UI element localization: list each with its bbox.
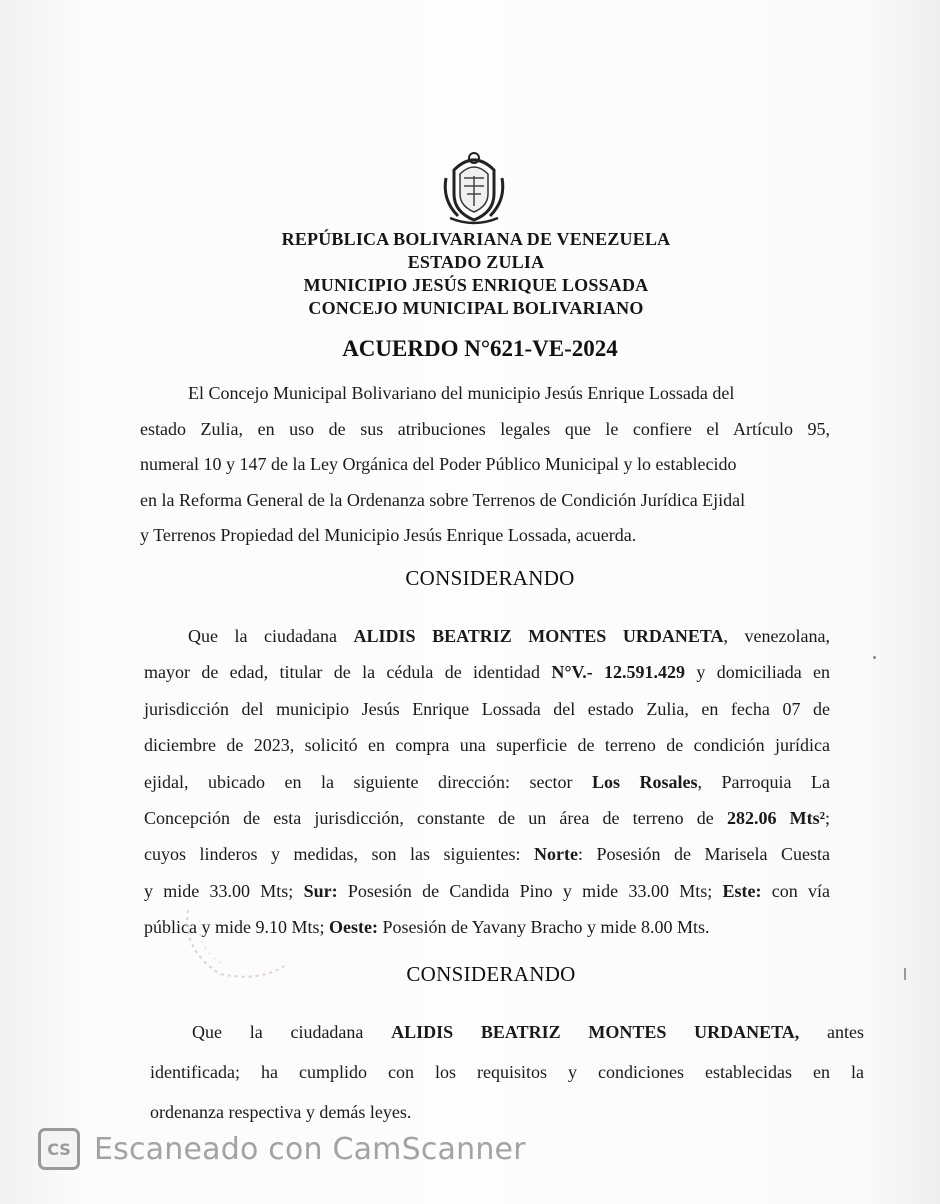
municipal-seal-icon [440,148,508,226]
intro-line: en la Reforma General de la Ordenanza sobre Terrenos de Condición Jurídica Ejidal [140,489,746,510]
considerando-heading: CONSIDERANDO [406,962,576,986]
camscanner-watermark [38,1128,526,1170]
document-header [0,228,940,320]
considerando-heading: CONSIDERANDO [405,566,575,590]
paragraph-line: jurisdicción del municipio Jesús Enrique Lossada del estado Zulia, en fecha 07 de [144,698,830,719]
paragraph-line: Que la ciudadana ALIDIS BEATRIZ MONTES URDANETA, antes [192,1022,865,1042]
considerando-1-paragraph [144,618,830,946]
paragraph-line: mayor de edad, titular de la cédula de identidad N°V.- 12.591.429 y domiciliada en [144,662,831,683]
intro-line: estado Zulia, en uso de sus atribuciones legales que le confiere el Artículo 95, [140,418,830,439]
label-este: Este: [722,880,762,901]
paragraph-line: Concepción de esta jurisdicción, constante de un área de terreno de 282.06 Mts²; [144,808,830,829]
paragraph-line: Que la ciudadana ALIDIS BEATRIZ MONTES URDANETA, venezolana, [188,626,830,646]
citizen-name: ALIDIS BEATRIZ MONTES URDANETA [353,626,724,646]
header-municipality: MUNICIPIO JESÚS ENRIQUE LOSSADA [303,275,649,295]
header-council: CONCEJO MUNICIPAL BOLIVARIANO [308,298,644,318]
label-oeste: Oeste: [328,917,378,938]
agreement-title: ACUERDO N°621-VE-2024 [342,336,618,361]
intro-line: numeral 10 y 147 de la Ley Orgánica del Poder Público Municipal y lo establecido [140,454,737,474]
intro-paragraph [140,376,830,554]
citizen-name: ALIDIS BEATRIZ MONTES URDANETA, [391,1022,800,1042]
paragraph-line: y mide 33.00 Mts; Sur: Posesión de Candida Pino y mide 33.00 Mts; Este: con vía [144,880,830,901]
paragraph-line: cuyos linderos y medidas, son las siguientes: Norte: Posesión de Marisela Cuesta [144,844,830,865]
intro-line: y Terrenos Propiedad del Municipio Jesús Enrique Lossada, acuerda. [140,525,637,545]
header-state: ESTADO ZULIA [407,252,545,272]
sector-name: Los Rosales [591,771,698,792]
label-norte: Norte [534,844,578,865]
paragraph-line: ejidal, ubicado en la siguiente dirección: sector Los Rosales, Parroquia La [144,771,830,792]
paragraph-line: pública y mide 9.10 Mts; Oeste: Posesión de Yavany Bracho y mide 8.00 Mts. [144,917,710,938]
label-sur: Sur: [303,880,338,901]
land-area: 282.06 Mts² [726,808,825,829]
intro-line: El Concejo Municipal Bolivariano del municipio Jesús Enrique Lossada del [188,383,735,403]
considerando-2-paragraph [150,1012,864,1132]
scan-speck [873,656,876,659]
scan-speck [904,968,906,980]
camscanner-logo-icon: CS [38,1128,80,1170]
header-republic: REPÚBLICA BOLIVARIANA DE VENEZUELA [281,229,671,249]
camscanner-text: Escaneado con CamScanner [94,1131,526,1167]
id-number: N°V.- 12.591.429 [551,662,686,683]
paragraph-line: diciembre de 2023, solicitó en compra una superficie de terreno de condición jurídica [144,735,830,756]
paragraph-line: ordenanza respectiva y demás leyes. [150,1102,412,1122]
paragraph-line: identificada; ha cumplido con los requisitos y condiciones establecidas en la [150,1062,864,1082]
